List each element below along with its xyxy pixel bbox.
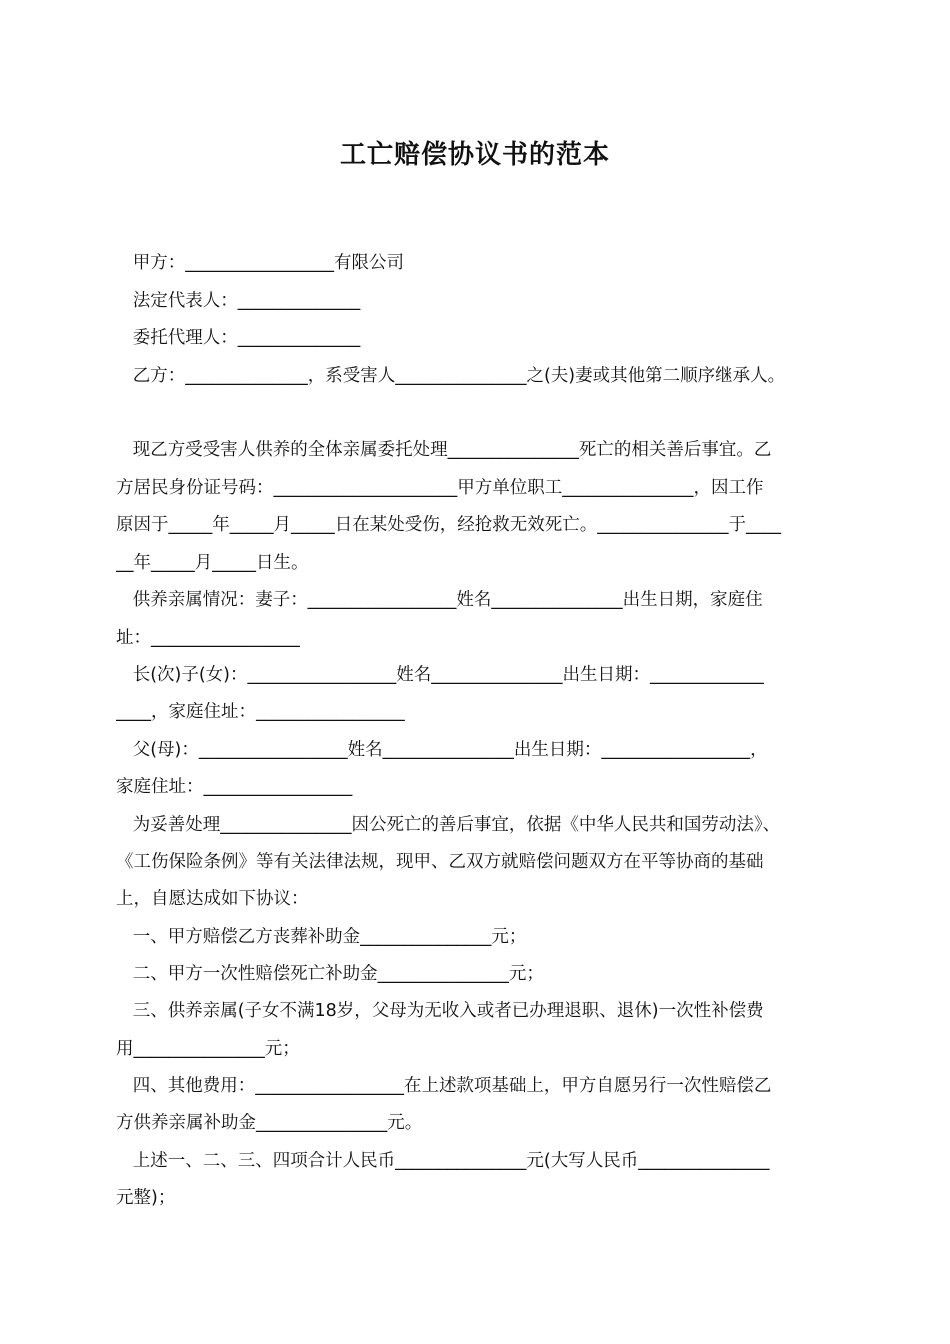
clause-line: 方供养亲属补助金_______________元。	[116, 1113, 423, 1133]
paragraph-line: 家庭住址：_________________	[116, 777, 353, 797]
clause-line: 元整)；	[116, 1188, 176, 1208]
paragraph-line: 上，自愿达成如下协议：	[116, 889, 309, 909]
document-title: 工亡赔偿协议书的范本	[339, 140, 610, 170]
party-b-line: 乙方：______________，系受害人_______________之(夫)妻或其他第二顺序继承人。	[116, 366, 786, 386]
paragraph-line: 原因于_____年_____月_____日在某处受伤，经抢救无效死亡。_______________于____	[116, 515, 781, 535]
clause-line: 四、其他费用：_________________在上述款项基础上，甲方自愿另行一次性赔偿乙	[116, 1076, 772, 1096]
agent-line: 委托代理人：______________	[116, 328, 361, 348]
paragraph-line: 供养亲属情况：妻子：_________________姓名_______________出生日期，家庭住	[116, 590, 763, 610]
legal-rep-line: 法定代表人：______________	[116, 291, 361, 311]
clause-line: 二、甲方一次性赔偿死亡补助金_______________元；	[116, 964, 544, 984]
clause-line: 上述一、二、三、四项合计人民币_______________元(大写人民币_______________	[116, 1151, 770, 1171]
paragraph-line: 方居民身份证号码：_____________________甲方单位职工_______________，因工作	[116, 478, 764, 498]
paragraph-line: 父(母)：_________________姓名_______________出生日期：_________________，	[116, 740, 768, 760]
paragraph-line: ____，家庭住址：_________________	[116, 702, 405, 722]
paragraph-line: 长(次)子(女)：_________________姓名_______________出生日期：_____________	[116, 665, 764, 685]
paragraph-line: __年_____月_____日生。	[116, 553, 309, 573]
clause-line: 三、供养亲属(子女不满18岁，父母为无收入或者已办理退职、退休)一次性补偿费	[116, 1001, 764, 1021]
paragraph-line: 《工伤保险条例》等有关法律法规，现甲、乙双方就赔偿问题双方在平等协商的基础	[116, 852, 764, 872]
clause-line: 用_______________元；	[116, 1039, 300, 1059]
paragraph-line: 址：_________________	[116, 628, 300, 648]
paragraph-line: 为妥善处理_______________因公死亡的善后事宜，依据《中华人民共和国劳动法》、	[116, 815, 781, 835]
clause-line: 一、甲方赔偿乙方丧葬补助金_______________元；	[116, 927, 527, 947]
paragraph-line: 现乙方受受害人供养的全体亲属委托处理_______________死亡的相关善后事宜。乙	[116, 440, 772, 460]
party-a-line: 甲方：_________________有限公司	[116, 253, 404, 273]
